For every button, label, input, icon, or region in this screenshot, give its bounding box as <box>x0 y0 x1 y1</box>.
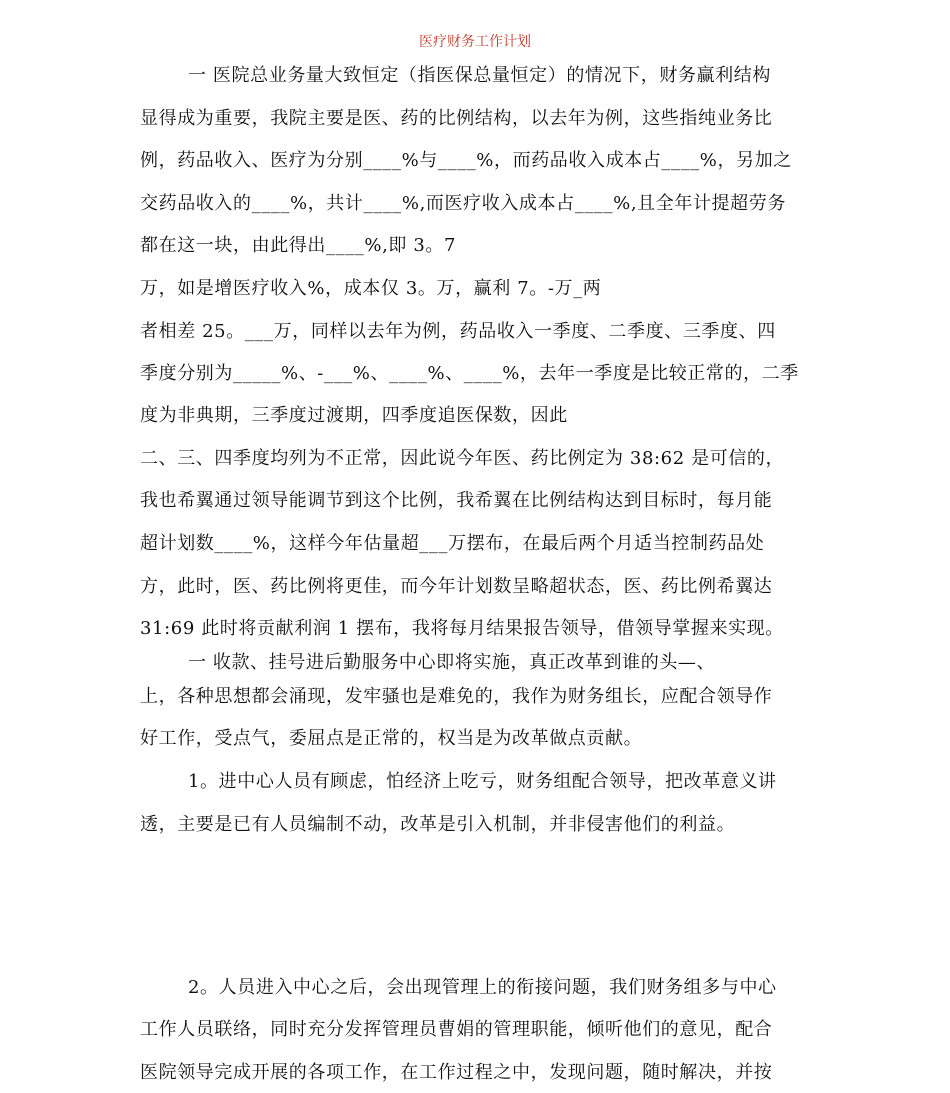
text-line: 1。进中心人员有顾虑，怕经济上吃亏，财务组配合领导，把改革意义讲 <box>188 771 777 792</box>
text-line: 超计划数____%，这样今年估量超___万摆布，在最后两个月适当控制药品处 <box>140 533 765 554</box>
text-line: 2。人员进入中心之后，会出现管理上的衔接问题，我们财务组多与中心 <box>188 977 777 998</box>
text-line: 透，主要是已有人员编制不动，改革是引入机制，并非侵害他们的利益。 <box>140 814 736 835</box>
text-line: 上，各种思想都会涌现，发牢骚也是难免的，我作为财务组长，应配合领导作 <box>140 686 773 707</box>
text-line: 二、三、四季度均列为不正常，因此说今年医、药比例定为 38:62 是可信的， <box>140 448 785 469</box>
text-line: 交药品收入的____%，共计____%,而医疗收入成本占____%,且全年计提超劳务 <box>140 193 786 214</box>
text-line: 医院领导完成开展的各项工作，在工作过程之中，发现问题，随时解决，并按 <box>140 1062 773 1083</box>
text-line: 工作人员联络，同时充分发挥管理员曹娟的管理职能，倾听他们的意见，配合 <box>140 1019 773 1040</box>
text-line: 季度分别为_____%、-___%、____%、____%，去年一季度是比较正常的，二季 <box>140 363 799 384</box>
text-line: 一 医院总业务量大致恒定（指医保总量恒定）的情况下，财务赢利结构 <box>188 65 771 86</box>
text-line: 31:69 此时将贡献利润 1 摆布，我将每月结果报告领导，借领导掌握来实现。 <box>140 618 784 639</box>
text-line: 方，此时，医、药比例将更佳，而今年计划数呈略超状态，医、药比例希翼达 <box>140 576 773 597</box>
text-line: 者相差 25。___万，同样以去年为例，药品收入一季度、二季度、三季度、四 <box>140 321 776 342</box>
text-line: 显得成为重要，我院主要是医、药的比例结构，以去年为例，这些指纯业务比 <box>140 108 773 129</box>
document-title: 医疗财务工作计划 <box>419 34 531 50</box>
text-line: 好工作，受点气，委屈点是正常的，权当是为改革做点贡献。 <box>140 728 643 749</box>
text-line: 都在这一块，由此得出____%,即 3。7 <box>140 235 457 256</box>
text-line: 度为非典期，三季度过渡期，四季度追医保数，因此 <box>140 405 568 426</box>
text-line: 一 收款、挂号进后勤服务中心即将实施，真正改革到谁的头—、 <box>188 652 716 673</box>
text-line: 例，药品收入、医疗为分别____%与____%，而药品收入成本占____%，另加之 <box>140 150 792 171</box>
text-line: 我也希翼通过领导能调节到这个比例，我希翼在比例结构达到目标时，每月能 <box>140 490 773 511</box>
text-line: 万，如是增医疗收入%，成本仅 3。万，赢利 7。-万_两 <box>140 278 602 299</box>
